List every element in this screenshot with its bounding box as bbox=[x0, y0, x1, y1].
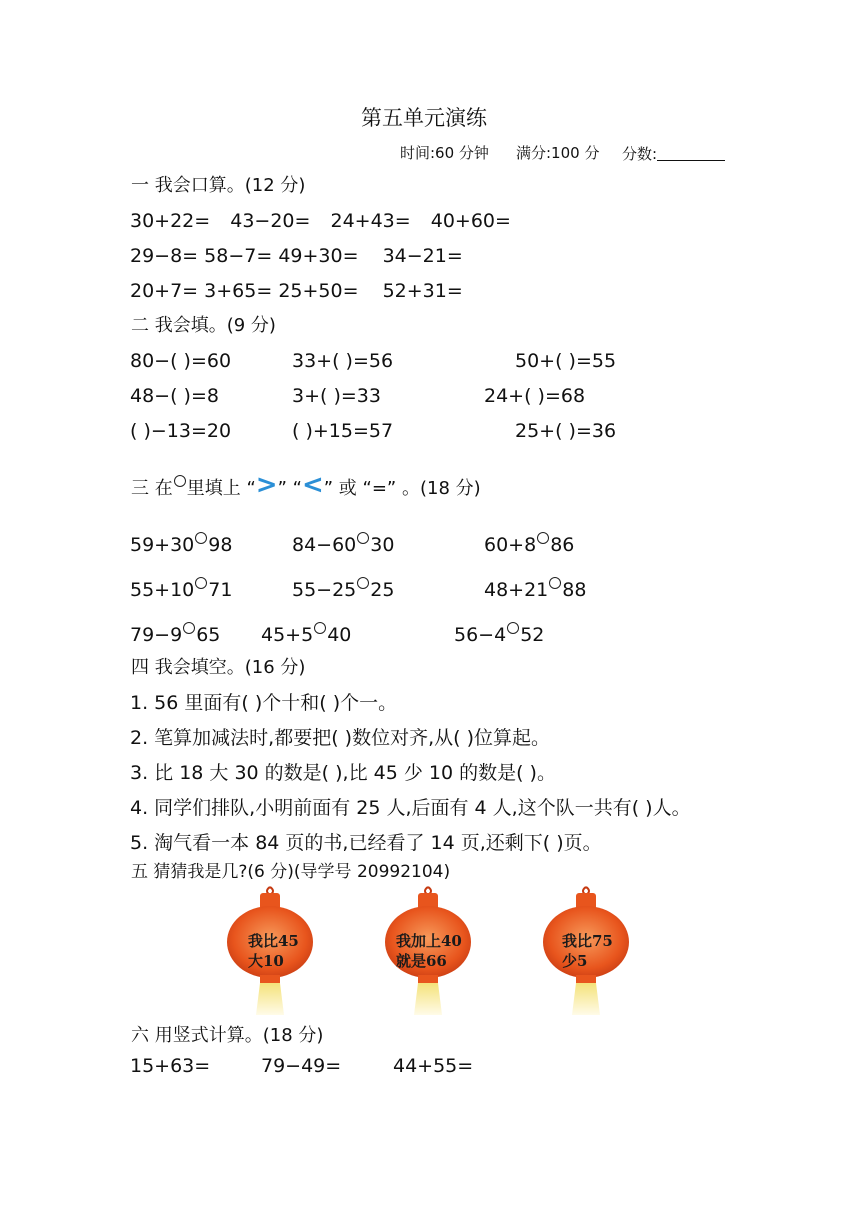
oral-item: 49+30= bbox=[278, 245, 359, 267]
compare-item bbox=[130, 577, 232, 600]
compare-right: 88 bbox=[562, 579, 587, 601]
circle-icon[interactable] bbox=[195, 532, 207, 544]
lantern-3-line2: 少5 bbox=[562, 952, 588, 970]
circle-icon[interactable] bbox=[549, 577, 561, 589]
oral-item: 58−7= bbox=[204, 245, 273, 267]
lantern-2-line2: 就是66 bbox=[396, 952, 447, 970]
compare-left: 48+21 bbox=[484, 579, 549, 601]
circle-icon[interactable] bbox=[357, 577, 369, 589]
fill-item: ( )−13=20 bbox=[130, 420, 232, 442]
compare-left: 56−4 bbox=[454, 624, 507, 646]
blank-question: 4. 同学们排队,小明前面有 25 人,后面有 4 人,这个队一共有( )人。 bbox=[130, 797, 691, 819]
lantern-1-line2: 大10 bbox=[248, 952, 284, 970]
oral-item: 25+50= bbox=[278, 280, 359, 302]
circle-icon[interactable] bbox=[195, 577, 207, 589]
time-label: 时间:60 分钟 bbox=[400, 144, 489, 162]
blank-question: 2. 笔算加减法时,都要把( )数位对齐,从( )位算起。 bbox=[130, 727, 550, 749]
circle-icon[interactable] bbox=[183, 622, 195, 634]
circle-icon bbox=[174, 475, 186, 487]
circle-icon[interactable] bbox=[314, 622, 326, 634]
oral-item: 34−21= bbox=[382, 245, 463, 267]
oral-item: 52+31= bbox=[382, 280, 463, 302]
vertical-calc-item: 15+63= bbox=[130, 1055, 211, 1077]
compare-item bbox=[261, 622, 351, 645]
compare-item bbox=[484, 577, 586, 600]
compare-item bbox=[484, 532, 574, 555]
vertical-calc-item: 44+55= bbox=[393, 1055, 474, 1077]
compare-right: 98 bbox=[208, 534, 233, 556]
compare-left: 60+8 bbox=[484, 534, 537, 556]
blank-question: 1. 56 里面有( )个十和( )个一。 bbox=[130, 692, 398, 714]
fill-item: 48−( )=8 bbox=[130, 385, 219, 407]
fill-item: 3+( )=33 bbox=[292, 385, 381, 407]
compare-item bbox=[292, 532, 394, 555]
fill-item: 25+( )=36 bbox=[515, 420, 617, 442]
lantern-3-line1: 我比75 bbox=[562, 932, 613, 950]
oral-item: 20+7= bbox=[130, 280, 199, 302]
oral-row bbox=[130, 247, 463, 266]
oral-row bbox=[130, 212, 511, 231]
oral-item: 40+60= bbox=[430, 210, 511, 232]
compare-right: 40 bbox=[327, 624, 352, 646]
lantern-2-line1: 我加上40 bbox=[396, 932, 462, 950]
compare-right: 25 bbox=[370, 579, 395, 601]
section-3-heading bbox=[131, 472, 481, 498]
blank-question: 5. 淘气看一本 84 页的书,已经看了 14 页,还剩下( )页。 bbox=[130, 832, 602, 854]
compare-item bbox=[292, 577, 394, 600]
full-score-label: 满分:100 分 bbox=[516, 144, 600, 162]
compare-item bbox=[130, 622, 220, 645]
section-6-heading: 六 用竖式计算。(18 分) bbox=[131, 1025, 324, 1046]
score-blank bbox=[657, 146, 725, 161]
fill-item: 24+( )=68 bbox=[484, 385, 586, 407]
compare-left: 55+10 bbox=[130, 579, 195, 601]
section-3-text-b: 里填上 “ bbox=[186, 478, 256, 499]
compare-right: 52 bbox=[520, 624, 545, 646]
section-2-heading: 二 我会填。(9 分) bbox=[131, 315, 276, 336]
compare-item bbox=[454, 622, 544, 645]
section-4-heading: 四 我会填空。(16 分) bbox=[131, 657, 306, 678]
compare-left: 84−60 bbox=[292, 534, 357, 556]
lantern-1 bbox=[227, 887, 313, 1015]
oral-item: 3+65= bbox=[204, 280, 273, 302]
section-3-text-d: ” 或 “=” 。(18 分) bbox=[323, 478, 481, 499]
lantern-1-line1: 我比45 bbox=[248, 932, 299, 950]
compare-item bbox=[130, 532, 232, 555]
oral-item: 24+43= bbox=[330, 210, 411, 232]
oral-row bbox=[130, 282, 463, 301]
oral-item: 29−8= bbox=[130, 245, 199, 267]
oral-item: 43−20= bbox=[230, 210, 311, 232]
greater-than-icon: > bbox=[255, 470, 278, 500]
compare-left: 59+30 bbox=[130, 534, 195, 556]
section-1-heading: 一 我会口算。(12 分) bbox=[131, 175, 306, 196]
oral-item: 30+22= bbox=[130, 210, 211, 232]
section-3-text-a: 三 在 bbox=[131, 478, 173, 499]
page-title: 第五单元演练 bbox=[361, 106, 487, 130]
fill-item: ( )+15=57 bbox=[292, 420, 394, 442]
blank-question: 3. 比 18 大 30 的数是( ),比 45 少 10 的数是( )。 bbox=[130, 762, 556, 784]
compare-right: 86 bbox=[550, 534, 575, 556]
compare-right: 71 bbox=[208, 579, 233, 601]
fill-item: 50+( )=55 bbox=[515, 350, 617, 372]
compare-right: 30 bbox=[370, 534, 395, 556]
score-text: 分数: bbox=[622, 145, 658, 163]
lantern-2 bbox=[385, 887, 471, 1015]
score-label bbox=[622, 146, 725, 162]
vertical-calc-item: 79−49= bbox=[261, 1055, 342, 1077]
lanterns-illustration bbox=[0, 885, 860, 1025]
section-5-heading: 五 猜猜我是几?(6 分)(导学号 20992104) bbox=[131, 862, 451, 882]
lantern-3 bbox=[543, 887, 629, 1015]
less-than-icon: < bbox=[301, 470, 324, 500]
compare-left: 79−9 bbox=[130, 624, 183, 646]
circle-icon[interactable] bbox=[357, 532, 369, 544]
circle-icon[interactable] bbox=[507, 622, 519, 634]
compare-right: 65 bbox=[196, 624, 221, 646]
circle-icon[interactable] bbox=[537, 532, 549, 544]
compare-left: 45+5 bbox=[261, 624, 314, 646]
fill-item: 33+( )=56 bbox=[292, 350, 394, 372]
compare-left: 55−25 bbox=[292, 579, 357, 601]
fill-item: 80−( )=60 bbox=[130, 350, 232, 372]
section-3-text-c: ” “ bbox=[277, 478, 302, 499]
